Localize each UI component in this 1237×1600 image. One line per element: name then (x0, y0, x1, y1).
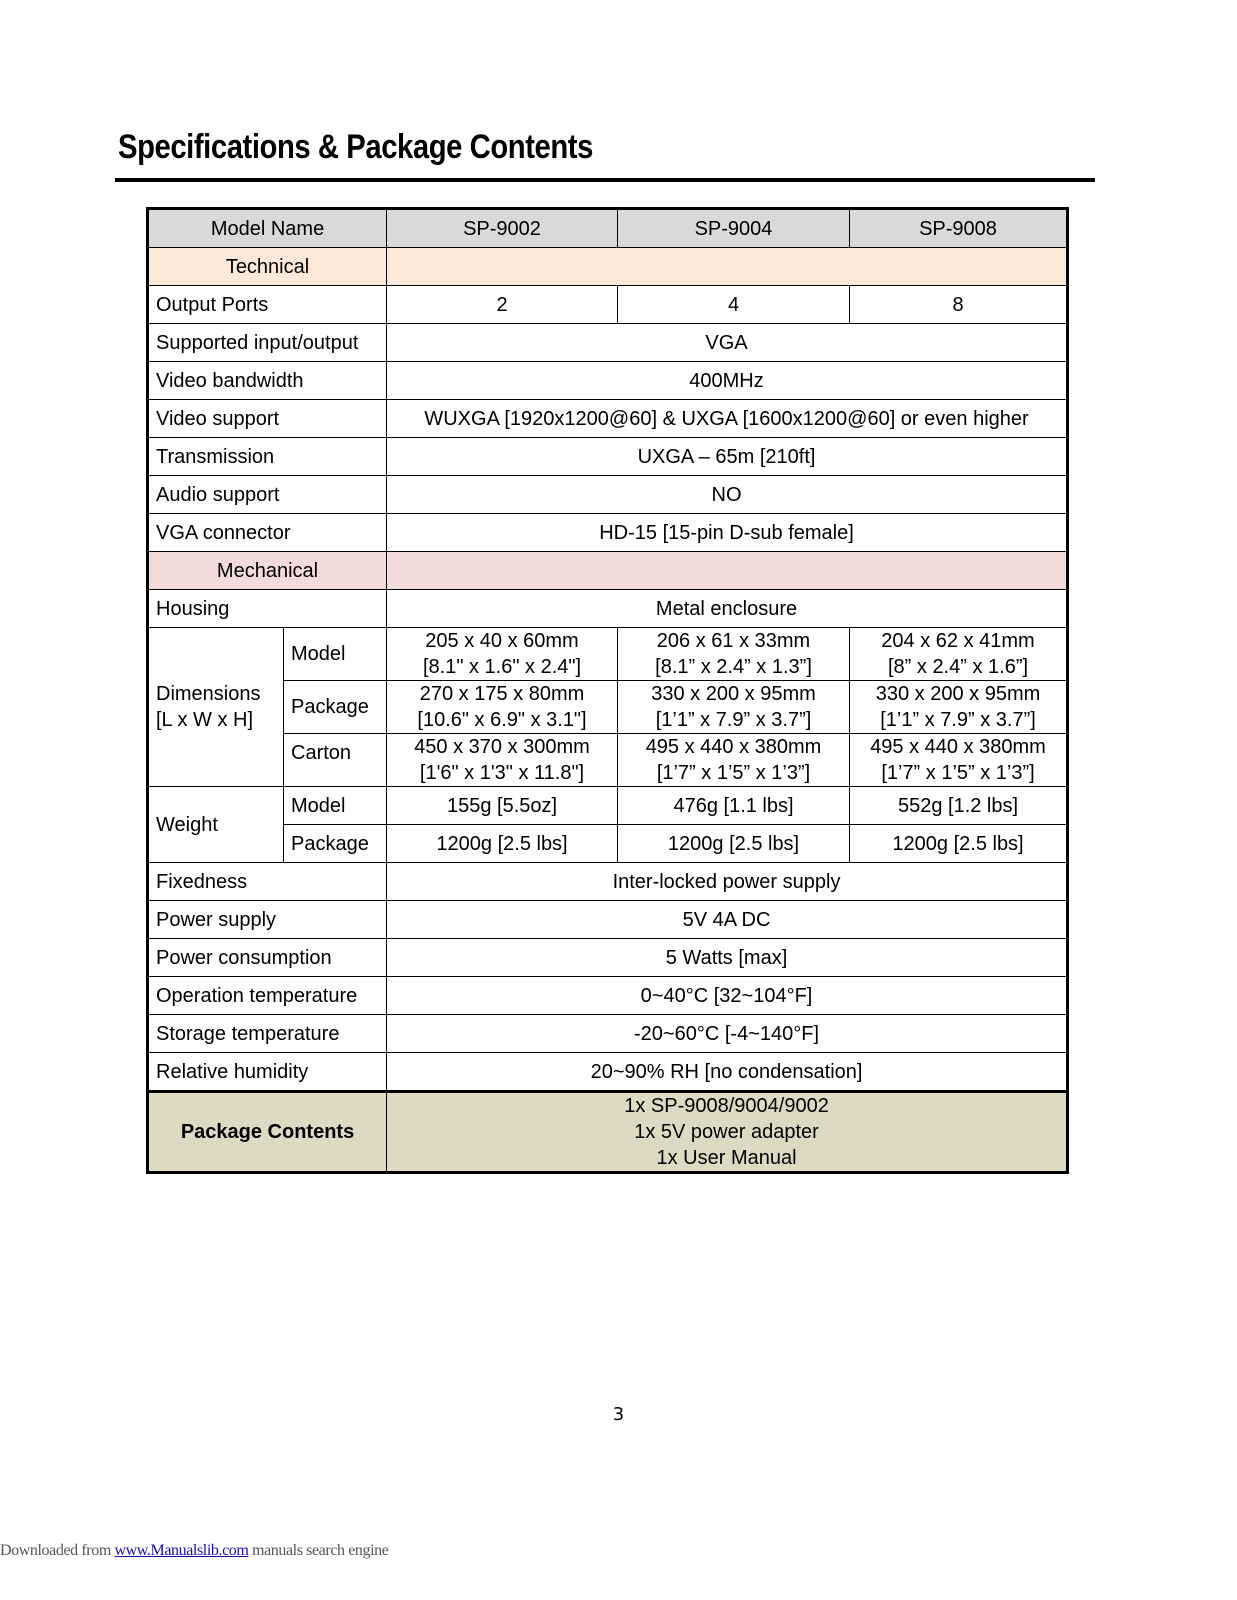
cell-value: HD-15 [15-pin D-sub female] (387, 514, 1068, 552)
model-name-header: Model Name (148, 209, 387, 248)
cell-value: 5 Watts [max] (387, 939, 1068, 977)
sub-label: Carton (284, 734, 387, 787)
cell-value: 20~90% RH [no condensation] (387, 1053, 1068, 1092)
cell-value: Inter-locked power supply (387, 863, 1068, 901)
sub-label: Model (284, 628, 387, 681)
table-row (148, 734, 1068, 787)
table-row (148, 1015, 1068, 1053)
cell-value: 0~40°C [32~104°F] (387, 977, 1068, 1015)
row-label: Fixedness (148, 863, 387, 901)
cell-value: VGA (387, 324, 1068, 362)
sub-label: Package (284, 825, 387, 863)
package-contents-list (387, 1092, 1068, 1173)
row-label: Operation temperature (148, 977, 387, 1015)
cell-value: 330 x 200 x 95mm [1’1” x 7.9” x 3.7”] (850, 681, 1068, 734)
row-label: Relative humidity (148, 1053, 387, 1092)
row-label-dimensions (148, 628, 284, 787)
dimensions-label: Dimensions (156, 683, 261, 705)
cell-value: 330 x 200 x 95mm [1’1” x 7.9” x 3.7”] (618, 681, 850, 734)
download-footer (0, 1542, 388, 1560)
manualslib-link[interactable]: www.Manualslib.com (114, 1542, 249, 1559)
table-row (148, 825, 1068, 863)
section-row-technical (148, 248, 1068, 286)
sub-label: Model (284, 787, 387, 825)
cell-value: -20~60°C [-4~140°F] (387, 1015, 1068, 1053)
cell-value: 8 (850, 286, 1068, 324)
cell-value: 495 x 440 x 380mm [1’7” x 1’5” x 1’3”] (618, 734, 850, 787)
cell-value: 476g [1.1 lbs] (618, 787, 850, 825)
table-row (148, 787, 1068, 825)
row-label: Power consumption (148, 939, 387, 977)
sub-label: Package (284, 681, 387, 734)
footer-prefix: Downloaded from (0, 1542, 115, 1559)
dimensions-unit-label: [L x W x H] (156, 709, 254, 731)
cell-value: 205 x 40 x 60mm [8.1" x 1.6" x 2.4"] (387, 628, 618, 681)
model-header-sp9002: SP-9002 (387, 209, 618, 248)
table-row (148, 681, 1068, 734)
section-label-technical: Technical (148, 248, 387, 286)
header-row (148, 209, 1068, 248)
cell-value: NO (387, 476, 1068, 514)
model-header-sp9004: SP-9004 (618, 209, 850, 248)
cell-value: 2 (387, 286, 618, 324)
cell-value: 155g [5.5oz] (387, 787, 618, 825)
cell-value: WUXGA [1920x1200@60] & UXGA [1600x1200@60] or even higher (387, 400, 1068, 438)
section-row-mechanical (148, 552, 1068, 590)
row-label: Storage temperature (148, 1015, 387, 1053)
section-label-mechanical: Mechanical (148, 552, 387, 590)
model-header-sp9008: SP-9008 (850, 209, 1068, 248)
table-row (148, 1053, 1068, 1092)
cell-value: 1200g [2.5 lbs] (387, 825, 618, 863)
row-label: Output Ports (148, 286, 387, 324)
row-label: Video support (148, 400, 387, 438)
list-item: 1x SP-9008/9004/9002 (624, 1095, 829, 1117)
cell-value: 495 x 440 x 380mm [1’7” x 1’5” x 1’3”] (850, 734, 1068, 787)
table-row (148, 286, 1068, 324)
table-row (148, 628, 1068, 681)
cell-value: 1200g [2.5 lbs] (618, 825, 850, 863)
cell-value: 204 x 62 x 41mm [8” x 2.4” x 1.6”] (850, 628, 1068, 681)
row-label: Transmission (148, 438, 387, 476)
footer-suffix: manuals search engine (248, 1542, 389, 1559)
page-title: Specifications & Package Contents (118, 128, 593, 166)
table-row (148, 977, 1068, 1015)
page-number: 3 (612, 1404, 625, 1425)
table-row (148, 590, 1068, 628)
table-row (148, 514, 1068, 552)
table-row (148, 400, 1068, 438)
section-fill (387, 552, 1068, 590)
cell-value: 400MHz (387, 362, 1068, 400)
table-row (148, 362, 1068, 400)
cell-value: 450 x 370 x 300mm [1'6" x 1'3" x 11.8"] (387, 734, 618, 787)
cell-value: Metal enclosure (387, 590, 1068, 628)
table-row (148, 476, 1068, 514)
package-contents-row (148, 1092, 1068, 1173)
spec-table (146, 207, 1069, 1174)
table-row (148, 324, 1068, 362)
table-row (148, 438, 1068, 476)
row-label: Supported input/output (148, 324, 387, 362)
cell-value: UXGA – 65m [210ft] (387, 438, 1068, 476)
row-label: Video bandwidth (148, 362, 387, 400)
table-row (148, 901, 1068, 939)
cell-value: 1200g [2.5 lbs] (850, 825, 1068, 863)
cell-value: 206 x 61 x 33mm [8.1” x 2.4” x 1.3”] (618, 628, 850, 681)
cell-value: 552g [1.2 lbs] (850, 787, 1068, 825)
table-row (148, 863, 1068, 901)
row-label: VGA connector (148, 514, 387, 552)
row-label: Audio support (148, 476, 387, 514)
cell-value: 5V 4A DC (387, 901, 1068, 939)
package-contents-label: Package Contents (148, 1092, 387, 1173)
row-label: Housing (148, 590, 387, 628)
list-item: 1x 5V power adapter (634, 1121, 819, 1143)
row-label-weight: Weight (148, 787, 284, 863)
section-fill (387, 248, 1068, 286)
cell-value: 4 (618, 286, 850, 324)
title-underline (115, 178, 1095, 182)
table-row (148, 939, 1068, 977)
list-item: 1x User Manual (656, 1147, 797, 1169)
row-label: Power supply (148, 901, 387, 939)
cell-value: 270 x 175 x 80mm [10.6" x 6.9" x 3.1"] (387, 681, 618, 734)
